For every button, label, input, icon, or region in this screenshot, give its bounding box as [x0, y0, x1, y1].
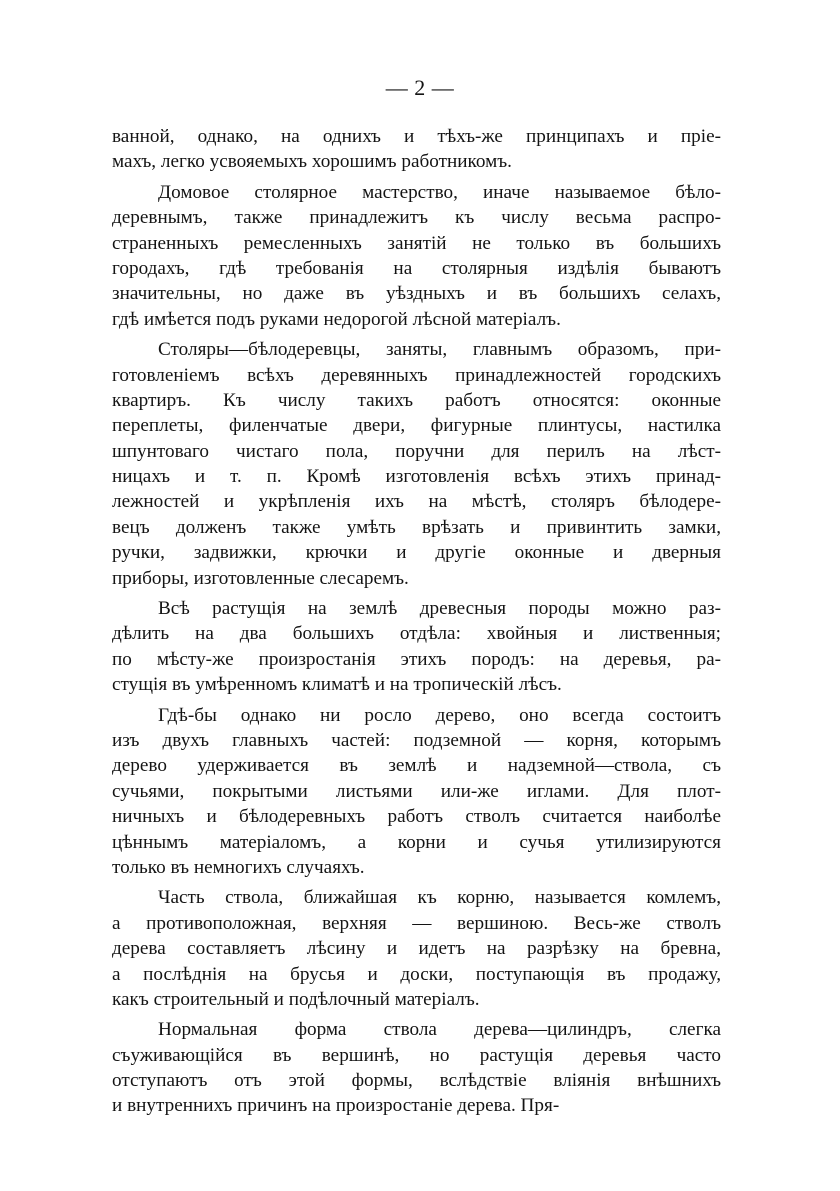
- text-line: стущія въ умѣренномъ климатѣ и на тропическій лѣсъ.: [112, 674, 562, 696]
- paragraph: [112, 180, 721, 332]
- text-line: переплеты, филенчатые двери, фигурные плинтусы, настилка: [112, 415, 721, 437]
- text-line: и внутреннихъ причинъ на произростаніе дерева. Пря-: [112, 1095, 560, 1117]
- text-line: вецъ долженъ также умѣть врѣзать и привинтить замки,: [112, 516, 721, 538]
- paragraph: [112, 703, 721, 881]
- text-line: квартиръ. Къ числу такихъ работъ относятся: оконные: [112, 389, 721, 411]
- paragraph: [112, 124, 721, 175]
- text-line: Гдѣ-бы однако ни росло дерево, оно всегда состоитъ: [158, 704, 721, 726]
- text-line: изъ двухъ главныхъ частей: подземной — корня, которымъ: [112, 729, 721, 751]
- text-line: готовленіемъ всѣхъ деревянныхъ принадлежностей городскихъ: [112, 364, 721, 386]
- text-line: приборы, изготовленные слесаремъ.: [112, 567, 409, 589]
- text-line: отступаютъ отъ этой формы, вслѣдствіе вліянія внѣшнихъ: [112, 1070, 721, 1092]
- text-line: только въ немногихъ случаяхъ.: [112, 856, 365, 878]
- text-line: лежностей и укрѣпленія ихъ на мѣстѣ, столяръ бѣлодере-: [112, 491, 721, 513]
- text-line: махъ, легко усвояемыхъ хорошимъ работникомъ.: [112, 151, 512, 173]
- text-line: дѣлить на два большихъ отдѣла: хвойныя и лиственныя;: [112, 623, 721, 645]
- body-text: [112, 124, 721, 1119]
- text-line: Часть ствола, ближайшая къ корню, называется комлемъ,: [158, 887, 721, 909]
- text-line: городахъ, гдѣ требованія на столярныя издѣлія бываютъ: [112, 257, 721, 279]
- paragraph: [112, 337, 721, 591]
- text-line: ничныхъ и бѣлодеревныхъ работъ стволъ считается наиболѣе: [112, 806, 721, 828]
- text-line: страненныхъ ремесленныхъ занятій не только въ большихъ: [112, 232, 721, 254]
- page-number: — 2 —: [385, 75, 455, 100]
- text-line: а послѣднія на брусья и доски, поступающія въ продажу,: [112, 963, 721, 985]
- text-line: дерева составляетъ лѣсину и идетъ на разрѣзку на бревна,: [112, 938, 721, 960]
- text-line: ванной, однако, на однихъ и тѣхъ-же принципахъ и пріе-: [112, 126, 721, 147]
- text-line: дерево удерживается въ землѣ и надземной—ствола, съ: [112, 755, 721, 777]
- text-line: сучьями, покрытыми листьями или-же иглами. Для плот-: [112, 780, 721, 802]
- text-line: шпунтоваго чистаго пола, поручни для перилъ на лѣст-: [112, 440, 721, 462]
- paragraph: [112, 596, 721, 698]
- text-line: Домовое столярное мастерство, иначе называемое бѣло-: [158, 181, 721, 203]
- text-line: по мѣсту-же произростанія этихъ породъ: на деревья, ра-: [112, 648, 721, 670]
- text-line: значительны, но даже въ уѣздныхъ и въ большихъ селахъ,: [112, 283, 721, 305]
- text-line: Столяры—бѣлодеревцы, заняты, главнымъ образомъ, при-: [158, 339, 721, 361]
- paragraph: [112, 885, 721, 1012]
- text-line: гдѣ имѣется подъ руками недорогой лѣсной матеріалъ.: [112, 308, 561, 330]
- text-line: Нормальная форма ствола дерева—цилиндръ, слегка: [158, 1019, 721, 1041]
- text-line: цѣннымъ матеріаломъ, а корни и сучья утилизируются: [112, 831, 721, 853]
- text-line: ручки, задвижки, крючки и другіе оконные и дверныя: [112, 542, 721, 564]
- text-line: какъ строительный и подѣлочный матеріалъ.: [112, 988, 480, 1010]
- text-line: съуживающійся въ вершинѣ, но растущія деревья часто: [112, 1044, 721, 1066]
- text-line: деревнымъ, также принадлежитъ къ числу весьма распро-: [112, 207, 721, 229]
- text-line: а противоположная, верхняя — вершиною. Весь-же стволъ: [112, 912, 721, 934]
- text-line: ницахъ и т. п. Кромѣ изготовленія всѣхъ этихъ принад-: [112, 466, 721, 488]
- text-line: Всѣ растущія на землѣ древесныя породы можно раз-: [158, 598, 721, 620]
- paragraph: [112, 1017, 721, 1119]
